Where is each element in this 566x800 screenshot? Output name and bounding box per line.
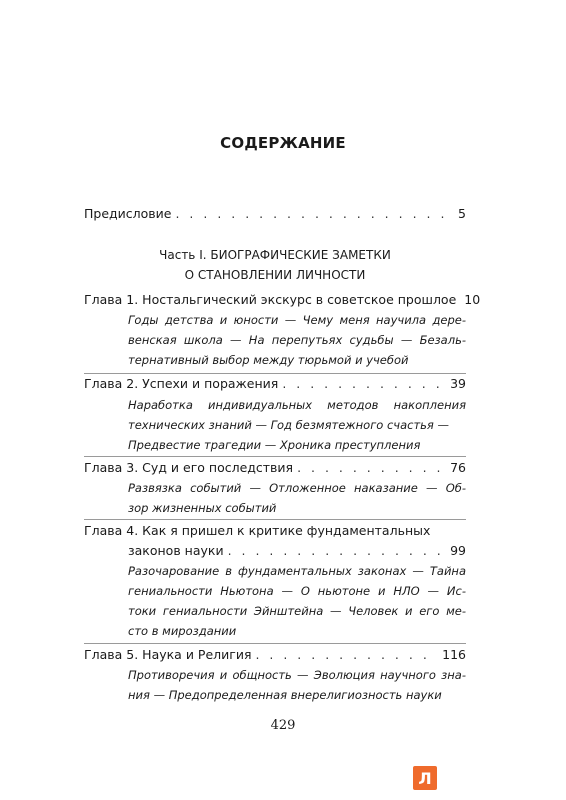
toc-page-number: 39	[450, 376, 466, 391]
divider	[84, 373, 466, 374]
page-title: СОДЕРЖАНИЕ	[220, 134, 346, 152]
toc-entry-chapter-4[interactable]	[84, 523, 466, 543]
dot-leader	[175, 206, 454, 221]
toc-entry-label: Глава 5. Наука и Религия	[84, 647, 252, 662]
description-line: ния — Предопределенная внерелигиозность науки	[128, 688, 442, 702]
toc-entry-preface[interactable]	[84, 206, 466, 226]
description-line: технических знаний — Год безмятежного счастья —	[128, 418, 449, 432]
description-line: тернативный выбор между тюрьмой и учебой	[128, 353, 409, 367]
chapter-2-description	[128, 395, 466, 455]
dot-leader	[282, 376, 446, 391]
dot-leader	[228, 543, 447, 558]
divider	[84, 456, 466, 457]
part-heading-line-1: Часть I. БИОГРАФИЧЕСКИЕ ЗАМЕТКИ	[159, 248, 391, 262]
dot-leader	[297, 460, 446, 475]
toc-page-number: 5	[458, 206, 466, 221]
toc-entry-chapter-5[interactable]	[84, 647, 466, 667]
toc-entry-label: Предисловие	[84, 206, 172, 221]
toc-entry-label: Глава 2. Успехи и поражения	[84, 376, 279, 391]
chapter-5-description	[128, 665, 466, 705]
toc-entry-chapter-1[interactable]	[84, 292, 481, 312]
toc-page-number: 10	[464, 292, 481, 307]
description-line: сто в мироздании	[128, 624, 237, 638]
description-line: Развязка событий — Отложенное наказание — Об-	[128, 481, 466, 495]
toc-page-number: 99	[450, 543, 466, 558]
description-line: Годы детства и юности — Чему меня научила дере-	[128, 313, 466, 327]
toc-entry-label-cont: законов науки	[128, 543, 224, 558]
toc-entry-chapter-2[interactable]	[84, 376, 466, 396]
description-line: токи гениальности Эйнштейна — Человек и его ме-	[128, 604, 466, 618]
toc-entry-chapter-3[interactable]	[84, 460, 466, 480]
part-heading-line-2: О СТАНОВЛЕНИИ ЛИЧНОСТИ	[184, 268, 366, 282]
description-line: венская школа — На перепутьях судьбы — Безаль-	[128, 333, 466, 347]
description-line: Наработка индивидуальных методов накопления	[128, 398, 466, 412]
toc-page-number: 116	[442, 647, 466, 662]
chapter-3-description	[128, 478, 466, 518]
description-line: Разочарование в фундаментальных законах — Тайна	[128, 564, 466, 578]
description-line: зор жизненных событий	[128, 501, 277, 515]
page-number: 429	[270, 718, 296, 733]
chapter-4-description	[128, 561, 466, 641]
description-line: гениальности Ньютона — О ньютоне и НЛО — Ис-	[128, 584, 466, 598]
toc-entry-label: Глава 1. Ностальгический экскурс в советское прошлое	[84, 292, 457, 307]
description-line: Противоречия и общность — Эволюция научного зна-	[128, 668, 466, 682]
description-line: Предвестие трагедии — Хроника преступления	[128, 438, 421, 452]
toc-entry-chapter-4-cont[interactable]	[128, 543, 466, 563]
divider	[84, 643, 466, 644]
dot-leader	[255, 647, 438, 662]
toc-entry-label: Глава 3. Суд и его последствия	[84, 460, 294, 475]
chapter-1-description	[128, 310, 466, 370]
toc-page-number: 76	[450, 460, 466, 475]
toc-entry-label: Глава 4. Как я пришел к критике фундаментальных	[84, 523, 431, 538]
divider	[84, 519, 466, 520]
publisher-logo-icon: Л	[413, 766, 437, 790]
